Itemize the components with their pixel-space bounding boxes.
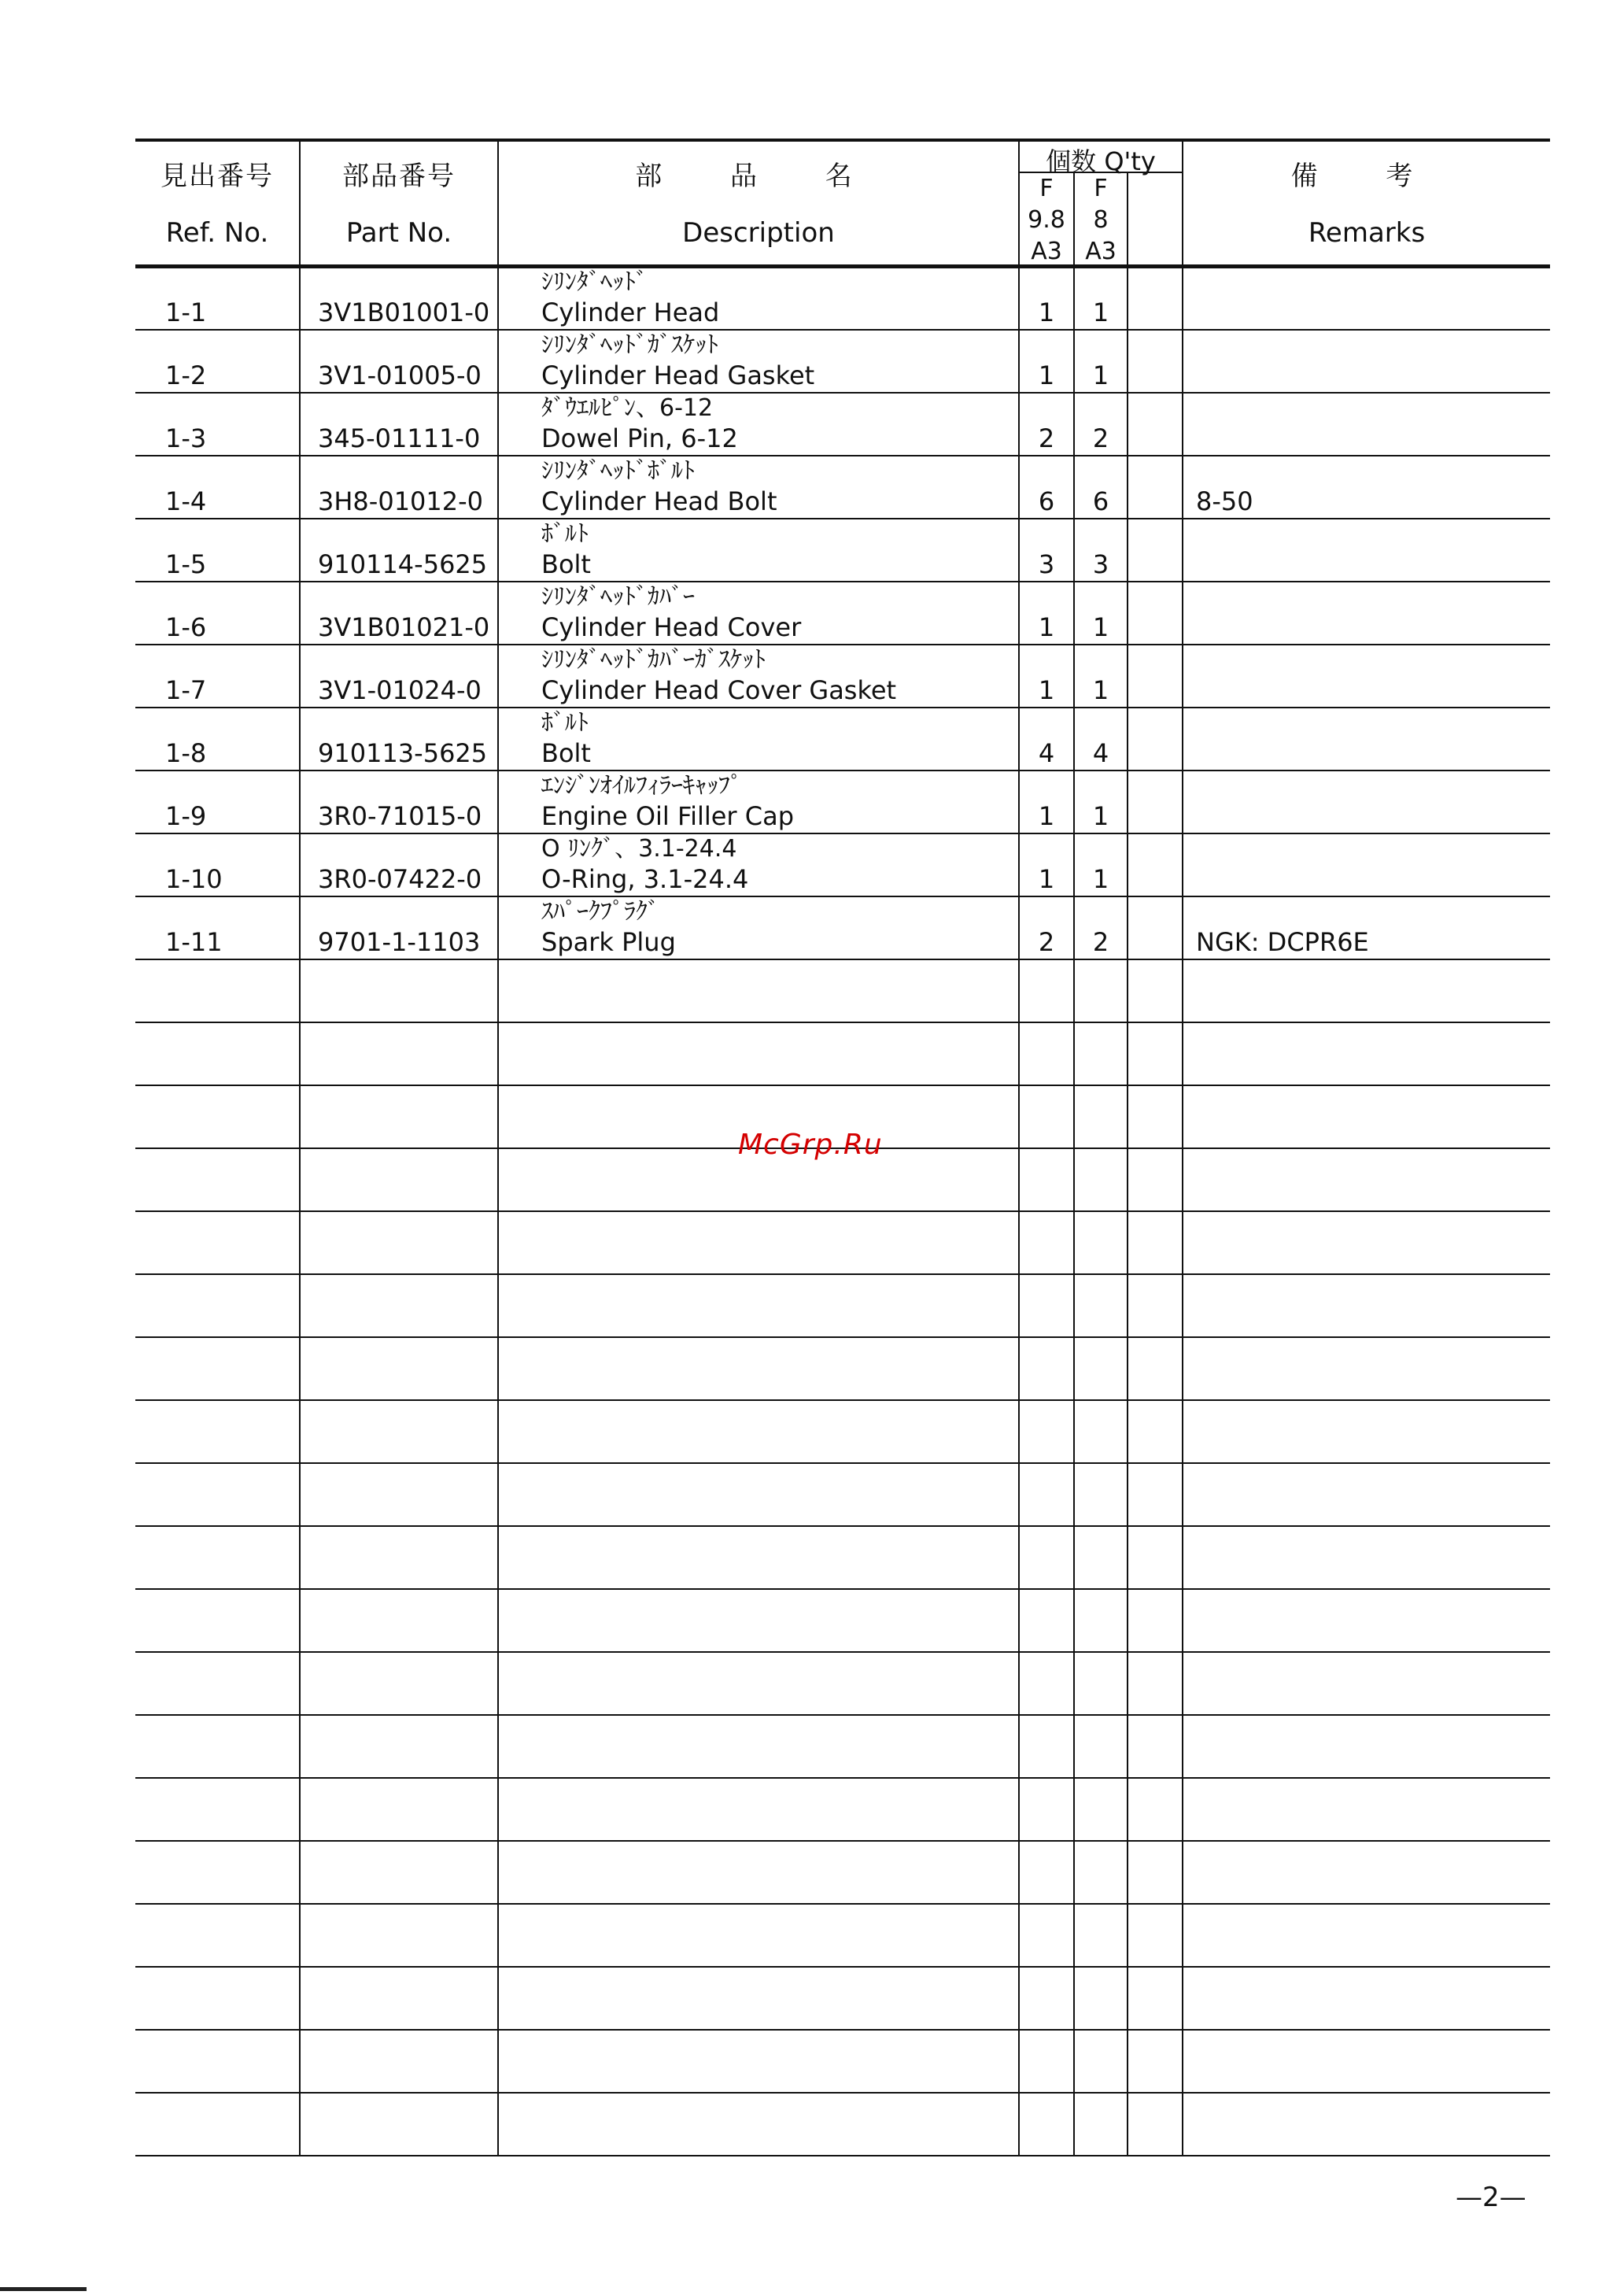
row-separator	[135, 1462, 1550, 1464]
row-separator	[135, 1966, 1550, 1968]
watermark: McGrp.Ru	[738, 1129, 883, 1161]
page-number: —2—	[1456, 2182, 1526, 2213]
col-divider-qty2	[1127, 172, 1128, 2155]
row-qty2: 3	[1092, 549, 1109, 579]
header-bottom-rule	[135, 264, 1550, 268]
row-desc: Bolt	[541, 549, 591, 579]
row-kana: ﾎﾞﾙﾄ	[541, 709, 589, 737]
row-qty2: 4	[1092, 738, 1109, 768]
table-top-rule	[135, 139, 1550, 142]
row-separator	[135, 1336, 1550, 1338]
row-qty1: 1	[1038, 360, 1055, 390]
row-qty2: 1	[1092, 298, 1109, 327]
row-qty1: 2	[1038, 423, 1055, 453]
row-qty1: 6	[1038, 486, 1055, 516]
row-desc: Engine Oil Filler Cap	[541, 801, 795, 831]
row-kana: ｼﾘﾝﾀﾞﾍｯﾄﾞｶﾊﾞｰｶﾞｽｹｯﾄ	[541, 646, 766, 674]
row-qty1: 2	[1038, 927, 1055, 957]
scan-edge-mark	[0, 2287, 87, 2291]
row-kana: O ﾘﾝｸﾞ、3.1-24.4	[541, 835, 737, 863]
row-separator	[135, 518, 1550, 519]
row-desc: Cylinder Head Cover	[541, 612, 802, 642]
row-ref: 1-10	[165, 864, 223, 894]
row-separator	[135, 833, 1550, 834]
row-separator	[135, 455, 1550, 456]
row-part: 910114-5625	[318, 549, 488, 579]
header-qty-label: 個数 Q'ty	[1046, 146, 1156, 176]
row-kana: ｼﾘﾝﾀﾞﾍｯﾄﾞﾎﾞﾙﾄ	[541, 457, 695, 485]
header-qty-col1-line1: F	[1039, 175, 1054, 202]
row-separator	[135, 1399, 1550, 1401]
header-ref-en: Ref. No.	[165, 217, 269, 249]
row-qty1: 1	[1038, 864, 1055, 894]
row-qty1: 4	[1038, 738, 1055, 768]
row-separator	[135, 896, 1550, 897]
col-divider-qty1	[1073, 172, 1075, 2155]
row-separator	[135, 770, 1550, 771]
row-separator	[135, 1651, 1550, 1653]
row-separator	[135, 2092, 1550, 2094]
row-kana: ﾀﾞｳｴﾙﾋﾟﾝ、6-12	[541, 394, 714, 422]
header-qty-col2-line1: F	[1094, 175, 1108, 202]
row-separator	[135, 707, 1550, 708]
row-part: 3V1-01005-0	[318, 360, 482, 390]
row-remarks: NGK: DCPR6E	[1196, 927, 1369, 957]
header-qty-col1-line2: 9.8	[1028, 206, 1065, 234]
row-separator	[135, 2029, 1550, 2031]
row-separator	[135, 392, 1550, 394]
header-qty-col2-line2: 8	[1093, 206, 1109, 234]
row-kana: ｼﾘﾝﾀﾞﾍｯﾄﾞ	[541, 268, 648, 296]
row-separator	[135, 1714, 1550, 1716]
row-kana: ｽﾊﾟｰｸﾌﾟﾗｸﾞ	[541, 898, 659, 926]
row-separator	[135, 1903, 1550, 1905]
row-separator	[135, 1022, 1550, 1023]
row-part: 3R0-71015-0	[318, 801, 482, 831]
row-ref: 1-11	[165, 927, 223, 957]
row-kana: ﾎﾞﾙﾄ	[541, 520, 589, 548]
row-desc: Cylinder Head	[541, 298, 720, 327]
row-separator	[135, 1840, 1550, 1842]
header-ref-jp: 見出番号	[161, 161, 274, 192]
header-part-jp: 部品番号	[342, 161, 456, 192]
row-ref: 1-7	[165, 675, 207, 705]
row-desc: O-Ring, 3.1-24.4	[541, 864, 749, 894]
row-desc: Cylinder Head Bolt	[541, 486, 777, 516]
col-divider-ref	[299, 140, 301, 2155]
row-qty2: 1	[1092, 612, 1109, 642]
row-separator	[135, 644, 1550, 645]
row-qty2: 1	[1092, 360, 1109, 390]
row-qty2: 2	[1092, 423, 1109, 453]
row-part: 3V1-01024-0	[318, 675, 482, 705]
row-separator	[135, 1210, 1550, 1212]
row-desc: Bolt	[541, 738, 591, 768]
row-qty2: 2	[1092, 927, 1109, 957]
row-kana: ｴﾝｼﾞﾝｵｲﾙﾌｨﾗｰｷｬｯﾌﾟ	[541, 772, 742, 800]
row-part: 3V1B01021-0	[318, 612, 490, 642]
row-separator	[135, 329, 1550, 331]
row-qty2: 1	[1092, 801, 1109, 831]
row-ref: 1-2	[165, 360, 207, 390]
row-ref: 1-8	[165, 738, 207, 768]
header-qty-col2-line3: A3	[1085, 238, 1116, 265]
row-part: 9701-1-1103	[318, 927, 481, 957]
row-part: 3H8-01012-0	[318, 486, 484, 516]
row-desc: Spark Plug	[541, 927, 676, 957]
row-part: 345-01111-0	[318, 423, 481, 453]
row-ref: 1-4	[165, 486, 207, 516]
row-kana: ｼﾘﾝﾀﾞﾍｯﾄﾞｶﾞｽｹｯﾄ	[541, 331, 718, 359]
row-ref: 1-1	[165, 298, 207, 327]
row-part: 3V1B01001-0	[318, 298, 490, 327]
row-separator	[135, 1588, 1550, 1590]
row-qty1: 1	[1038, 801, 1055, 831]
row-ref: 1-9	[165, 801, 207, 831]
row-remarks: 8-50	[1196, 486, 1253, 516]
row-separator	[135, 959, 1550, 960]
row-separator	[135, 1525, 1550, 1527]
col-divider-part	[497, 140, 499, 2155]
header-desc-en: Description	[682, 217, 835, 249]
row-desc: Cylinder Head Gasket	[541, 360, 815, 390]
col-divider-qty3	[1182, 140, 1183, 2155]
header-desc-jp: 部 品 名	[635, 161, 882, 192]
row-qty2: 6	[1092, 486, 1109, 516]
row-separator	[135, 1273, 1550, 1275]
row-qty1: 1	[1038, 612, 1055, 642]
row-ref: 1-6	[165, 612, 207, 642]
row-qty1: 1	[1038, 298, 1055, 327]
row-separator	[135, 1777, 1550, 1779]
row-qty1: 3	[1038, 549, 1055, 579]
row-kana: ｼﾘﾝﾀﾞﾍｯﾄﾞｶﾊﾞｰ	[541, 583, 695, 611]
header-remarks-en: Remarks	[1308, 217, 1426, 249]
row-ref: 1-5	[165, 549, 207, 579]
row-qty1: 1	[1038, 675, 1055, 705]
header-qty-col1-line3: A3	[1031, 238, 1062, 265]
row-part: 910113-5625	[318, 738, 488, 768]
row-part: 3R0-07422-0	[318, 864, 482, 894]
row-qty2: 1	[1092, 864, 1109, 894]
row-desc: Dowel Pin, 6-12	[541, 423, 738, 453]
row-desc: Cylinder Head Cover Gasket	[541, 675, 897, 705]
row-separator	[135, 1085, 1550, 1086]
row-ref: 1-3	[165, 423, 207, 453]
header-remarks-jp: 備 考	[1290, 161, 1443, 192]
header-part-en: Part No.	[345, 217, 452, 249]
row-qty2: 1	[1092, 675, 1109, 705]
row-separator	[135, 2155, 1550, 2156]
row-separator	[135, 581, 1550, 582]
